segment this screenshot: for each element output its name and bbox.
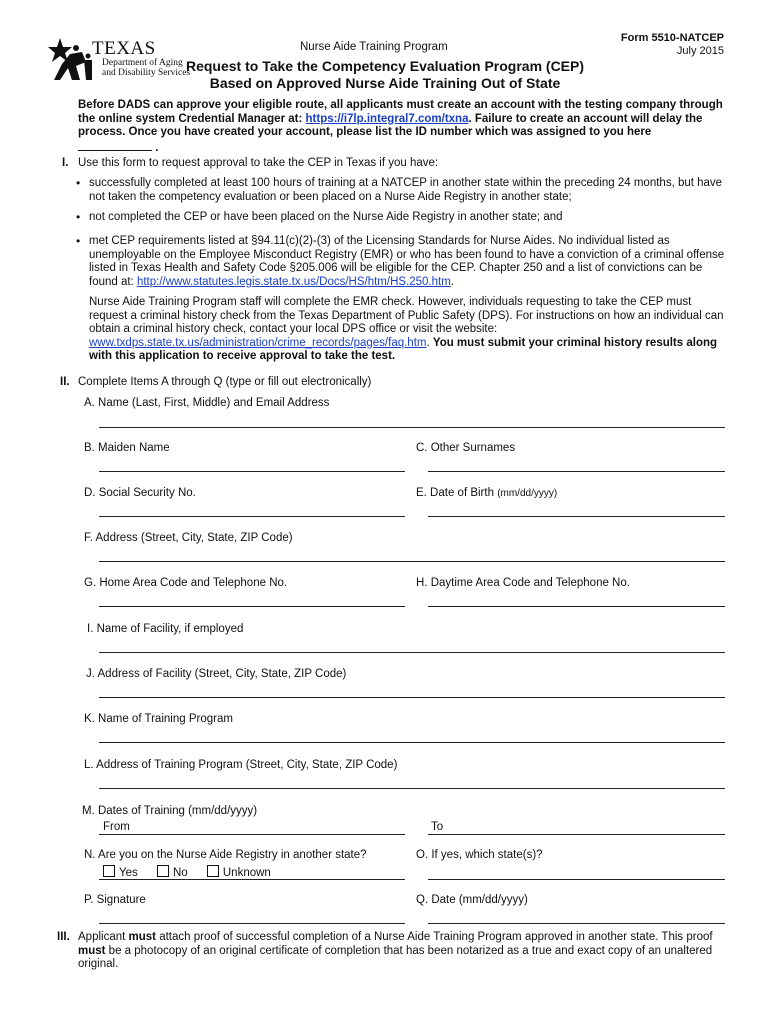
field-d-label: D. Social Security No.	[84, 487, 196, 499]
statutes-link[interactable]: http://www.statutes.legis.state.tx.us/Docs/HS/htm/HS.250.htm	[136, 275, 451, 288]
form-title-line2: Based on Approved Nurse Aide Training Out of State	[209, 75, 561, 91]
criminal-history-bold: You must submit your criminal history results along with this application to receive approval to take the test.	[89, 336, 718, 362]
bullet-3-text	[89, 235, 725, 289]
section-2-lead: Complete Items A through Q (type or fill out electronically)	[78, 376, 372, 388]
field-m-from-input[interactable]	[99, 834, 405, 835]
section-3-must2: must	[78, 944, 106, 957]
section-3-must1: must	[128, 931, 156, 943]
intro-paragraph	[78, 99, 723, 155]
id-number-field[interactable]	[78, 140, 152, 151]
field-q-input[interactable]	[428, 923, 725, 924]
form-date: July 2015	[676, 45, 724, 57]
field-m-from-label: From	[103, 821, 130, 833]
form-number: Form 5510-NATCEP	[620, 32, 724, 44]
unknown-checkbox[interactable]	[207, 865, 219, 877]
section-3-number: III.	[57, 931, 70, 943]
field-f-input[interactable]	[99, 561, 725, 562]
field-o-label: O. If yes, which state(s)?	[416, 849, 543, 861]
section-1-lead: Use this form to request approval to take the CEP in Texas if you have:	[78, 157, 439, 169]
section-3-part3: be a photocopy of an original certificate of completion that has been notarized as a true and exact copy of an unaltered original.	[78, 944, 713, 970]
criminal-history-paragraph	[89, 296, 725, 364]
no-checkbox[interactable]	[157, 865, 169, 877]
intro-text-3: .	[152, 141, 159, 154]
field-i-input[interactable]	[99, 652, 725, 653]
bullet-icon: •	[76, 210, 81, 224]
intro-text-2: . Failure to create an account will delay the process. Once you have created your account, please list the ID number which was assigned to you here	[78, 112, 703, 138]
field-e-label	[416, 487, 557, 501]
unknown-label: Unknown	[222, 867, 271, 879]
field-m-label: M. Dates of Training (mm/dd/yyyy)	[82, 805, 258, 817]
field-n-line	[99, 879, 405, 880]
field-m-to-label: To	[431, 821, 444, 833]
field-g-input[interactable]	[99, 606, 405, 607]
section-3-text	[78, 931, 726, 972]
field-c-input[interactable]	[428, 471, 725, 472]
field-b-label: B. Maiden Name	[84, 442, 170, 454]
field-j-label: J. Address of Facility (Street, City, State, ZIP Code)	[86, 668, 347, 680]
field-j-input[interactable]	[99, 697, 725, 698]
field-i-label: I. Name of Facility, if employed	[87, 623, 244, 635]
field-q-label: Q. Date (mm/dd/yyyy)	[416, 894, 528, 906]
bullet-3-part2: .	[450, 275, 454, 288]
field-p-input[interactable]	[99, 923, 405, 924]
logo-dept-line1: Department of Aging	[102, 58, 183, 68]
no-label: No	[172, 867, 188, 879]
logo-texas-text: TEXAS	[92, 38, 156, 59]
field-n-label: N. Are you on the Nurse Aide Registry in another state?	[84, 849, 367, 861]
section-3-part1: Applicant	[78, 931, 129, 943]
field-o-input[interactable]	[428, 879, 725, 880]
section-1-number: I.	[62, 157, 69, 169]
bullet-icon: •	[76, 176, 81, 190]
field-p-label: P. Signature	[84, 894, 146, 906]
field-g-label: G. Home Area Code and Telephone No.	[84, 577, 288, 589]
credential-manager-link[interactable]: https://i7lp.integral7.com/txna	[305, 112, 469, 125]
field-e-hint: (mm/dd/yyyy)	[497, 488, 558, 499]
field-m-to-input[interactable]	[428, 834, 725, 835]
field-b-input[interactable]	[99, 471, 405, 472]
field-l-label: L. Address of Training Program (Street, City, State, ZIP Code)	[84, 759, 398, 771]
bullet-icon: •	[76, 234, 81, 248]
dps-link[interactable]: www.txdps.state.tx.us/administration/crime_records/pages/faq.htm	[89, 336, 427, 349]
field-e-label-text: E. Date of Birth	[416, 487, 494, 499]
bullet-3-part1: met CEP requirements listed at §94.11(c)(2)-(3) of the Licensing Standards for Nurse Aides. No individual listed as unemployable on the Employee Misconduct Registry (EMR) or who has been found to have a conviction of a criminal offense listed in Texas Health and Safety Code §205.006 will be eligible for the CEP. Chapter 250 and a list of convictions can be found at:	[89, 235, 725, 288]
field-a-input[interactable]	[99, 427, 725, 428]
field-f-label: F. Address (Street, City, State, ZIP Code)	[84, 532, 293, 544]
program-name: Nurse Aide Training Program	[300, 41, 448, 53]
logo-dept-line2: and Disability Services	[102, 68, 191, 78]
field-k-label: K. Name of Training Program	[84, 713, 233, 725]
yes-label: Yes	[119, 867, 138, 879]
intro-text-1: Before DADS can approve your eligible route, all applicants must create an account with the testing company through the online system Credential Manager at:	[78, 99, 723, 125]
form-title-line1: Request to Take the Competency Evaluation Program (CEP)	[185, 58, 585, 74]
field-h-input[interactable]	[428, 606, 725, 607]
criminal-history-text: Nurse Aide Training Program staff will complete the EMR check. However, individuals requesting to take the CEP must request a criminal history check from the Texas Department of Public Safety (DPS). For instructions on how an individual can obtain a criminal history check, contact your local DPS office or visit the website:	[89, 296, 724, 335]
field-k-input[interactable]	[99, 742, 725, 743]
field-h-label: H. Daytime Area Code and Telephone No.	[416, 577, 630, 589]
yes-checkbox[interactable]	[103, 865, 115, 877]
section-3-part2: attach proof of successful completion of a Nurse Aide Training Program approved in another state. This proof	[156, 931, 713, 943]
bullet-2-text: not completed the CEP or have been placed on the Nurse Aide Registry in another state; and	[89, 211, 563, 223]
field-e-input[interactable]	[428, 516, 725, 517]
field-d-input[interactable]	[99, 516, 405, 517]
criminal-history-text-2: .	[426, 336, 433, 349]
section-2-number: II.	[60, 376, 70, 388]
field-c-label: C. Other Surnames	[416, 442, 516, 454]
field-l-input[interactable]	[99, 788, 725, 789]
bullet-1-text: successfully completed at least 100 hours of training at a NATCEP in another state within the preceding 24 months, but have not taken the competency evaluation or been placed on a Nurse Aide Registry in another state;	[89, 177, 723, 203]
field-a-label: A. Name (Last, First, Middle) and Email Address	[84, 397, 330, 409]
